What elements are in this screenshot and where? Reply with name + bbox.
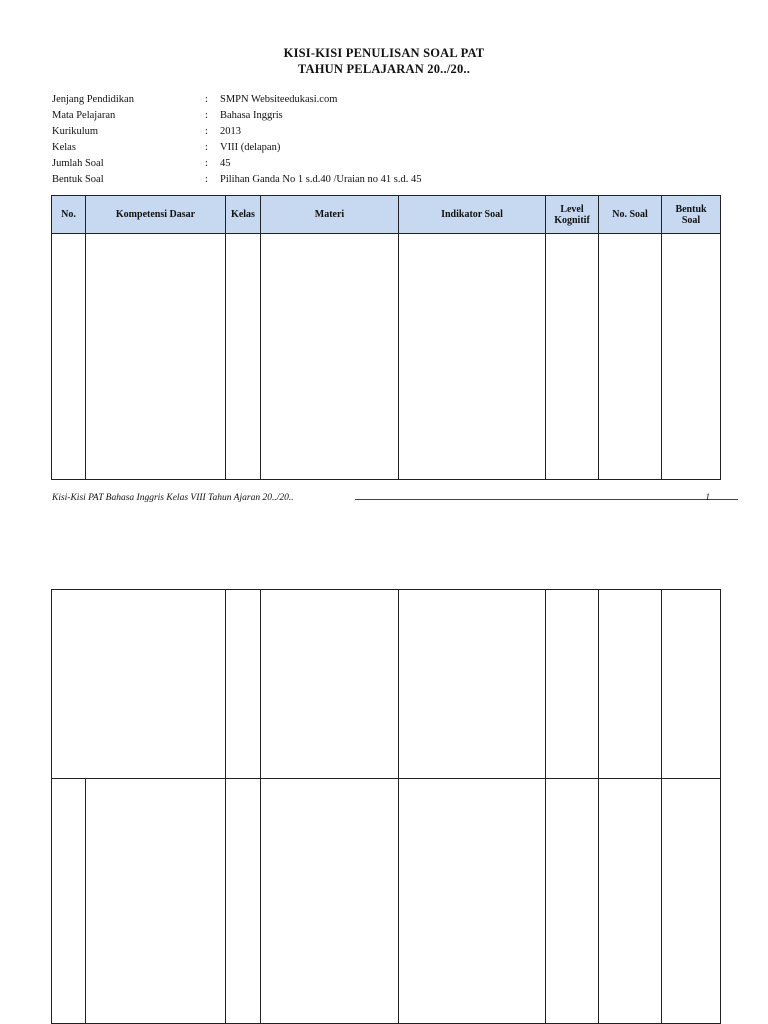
cell-materi <box>261 779 399 1024</box>
table-row <box>52 590 721 779</box>
info-label: Mata Pelajaran <box>52 110 116 121</box>
info-label: Jenjang Pendidikan <box>52 94 134 105</box>
info-label: Jumlah Soal <box>52 158 104 169</box>
table-row <box>52 779 721 1024</box>
info-row <box>52 92 552 108</box>
document-title: KISI-KISI PENULISAN SOAL PAT <box>283 46 485 60</box>
cell-indikator <box>399 779 546 1024</box>
cell-materi <box>261 234 399 480</box>
cell-no-soal <box>599 234 662 480</box>
info-block <box>52 92 552 188</box>
info-label: Kelas <box>52 142 76 153</box>
header-materi: Materi <box>261 196 399 234</box>
header-indikator-soal: Indikator Soal <box>399 196 546 234</box>
cell-level <box>546 779 599 1024</box>
info-value: 45 <box>220 158 231 169</box>
cell-kelas <box>226 779 261 1024</box>
header-level-line2: Kognitif <box>554 214 590 226</box>
page-footer <box>52 493 712 507</box>
cell-materi <box>261 590 399 779</box>
header-bentuk-line1: Bentuk <box>675 203 707 215</box>
cell-no <box>52 234 86 480</box>
page-number: 1 <box>705 493 710 503</box>
page-gap <box>0 515 768 570</box>
info-colon: : <box>205 110 208 121</box>
header-level-kognitif <box>546 196 599 234</box>
footer-text: Kisi-Kisi PAT Bahasa Inggris Kelas VIII Tahun Ajaran 20../20.. <box>52 493 294 503</box>
cell-kompetensi-dasar <box>86 779 226 1024</box>
cell-level <box>546 590 599 779</box>
info-row <box>52 156 552 172</box>
info-value: Pilihan Ganda No 1 s.d.40 /Uraian no 41 s.d. 45 <box>220 174 422 185</box>
footer-rule <box>355 499 738 500</box>
cell-kompetensi-dasar <box>52 590 226 779</box>
cell-no-soal <box>599 590 662 779</box>
info-value: SMPN Websiteedukasi.com <box>220 94 338 105</box>
header-no: No. <box>52 196 86 234</box>
kisi-table-page-1 <box>51 195 721 480</box>
cell-level <box>546 234 599 480</box>
table-row <box>52 234 721 480</box>
info-colon: : <box>205 158 208 169</box>
header-level-line1: Level <box>560 203 584 215</box>
cell-bentuk-soal <box>662 234 721 480</box>
info-row <box>52 124 552 140</box>
cell-bentuk-soal <box>662 590 721 779</box>
info-colon: : <box>205 142 208 153</box>
cell-indikator <box>399 590 546 779</box>
info-row <box>52 108 552 124</box>
info-colon: : <box>205 126 208 137</box>
info-value: Bahasa Inggris <box>220 110 283 121</box>
info-label: Bentuk Soal <box>52 174 104 185</box>
table-header-row <box>52 196 721 234</box>
cell-kelas <box>226 234 261 480</box>
info-label: Kurikulum <box>52 126 99 137</box>
info-value: 2013 <box>220 126 241 137</box>
cell-kelas <box>226 590 261 779</box>
cell-no <box>52 779 86 1024</box>
header-no-soal: No. Soal <box>599 196 662 234</box>
cell-kompetensi-dasar <box>86 234 226 480</box>
document-subtitle: TAHUN PELAJARAN 20../20.. <box>297 62 471 76</box>
header-bentuk-line2: Soal <box>681 214 701 226</box>
cell-bentuk-soal <box>662 779 721 1024</box>
header-bentuk-soal <box>662 196 721 234</box>
cell-indikator <box>399 234 546 480</box>
cell-no-soal <box>599 779 662 1024</box>
info-row <box>52 140 552 156</box>
header-kelas: Kelas <box>226 196 261 234</box>
kisi-table-page-2 <box>51 589 721 1024</box>
info-row <box>52 172 552 188</box>
info-value: VIII (delapan) <box>220 142 281 153</box>
header-kompetensi-dasar: Kompetensi Dasar <box>86 196 226 234</box>
info-colon: : <box>205 174 208 185</box>
info-colon: : <box>205 94 208 105</box>
